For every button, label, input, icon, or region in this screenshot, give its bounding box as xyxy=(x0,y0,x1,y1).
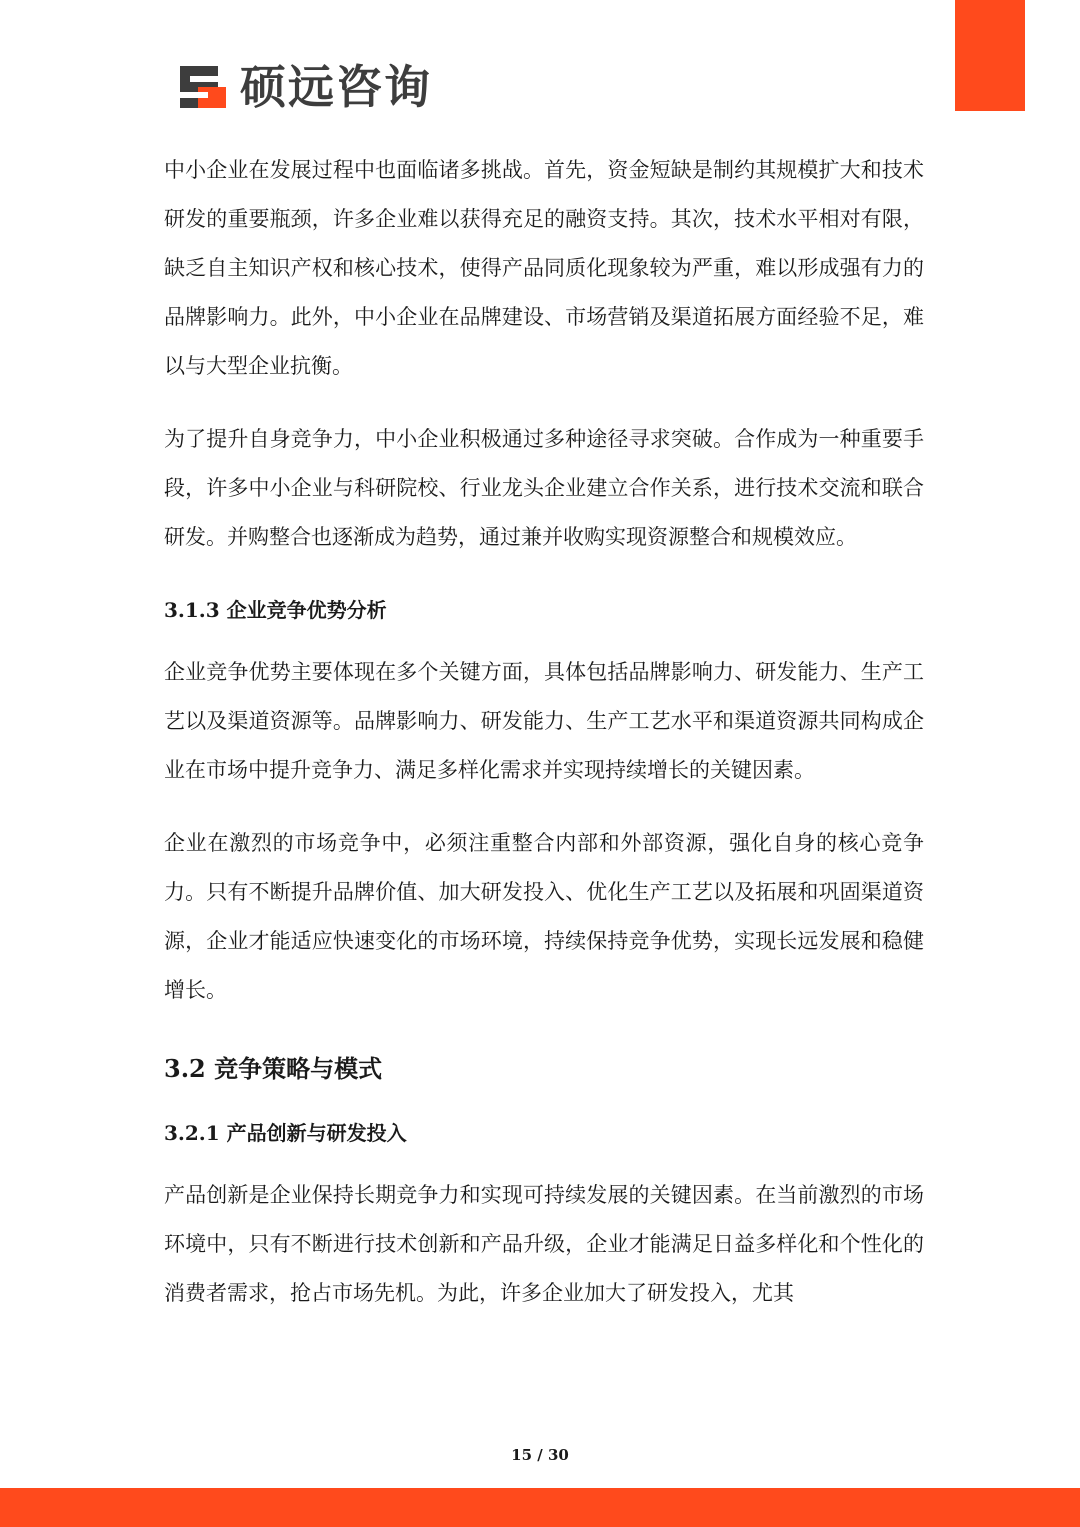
footer-accent-bar xyxy=(0,1488,1080,1527)
paragraph-resources: 企业在激烈的市场竞争中，必须注重整合内部和外部资源，强化自身的核心竞争力。只有不断提升品牌价值、加大研发投入、优化生产工艺以及拓展和巩固渠道资源，企业才能适应快速变化的市场环境，持续保持竞争优势，实现长远发展和稳健增长。 xyxy=(164,831,924,1002)
paragraph-innovation: 产品创新是企业保持长期竞争力和实现可持续发展的关键因素。在当前激烈的市场环境中，只有不断进行技术创新和产品升级，企业才能满足日益多样化和个性化的消费者需求，抢占市场先机。为此，许多企业加大了研发投入，尤其 xyxy=(164,1183,924,1305)
brand-logo xyxy=(176,60,432,114)
heading-3-2: 3.2 竞争策略与模式 xyxy=(164,1054,383,1083)
brand-name: 硕远咨询 xyxy=(240,60,432,114)
paragraph-breakthrough: 为了提升自身竞争力，中小企业积极通过多种途径寻求突破。合作成为一种重要手段，许多中小企业与科研院校、行业龙头企业建立合作关系，进行技术交流和联合研发。并购整合也逐渐成为趋势，通过兼并收购实现资源整合和规模效应。 xyxy=(164,427,924,549)
brand-s-logo-icon xyxy=(176,64,228,110)
page-number: 15 / 30 xyxy=(511,1446,569,1464)
header-accent-block xyxy=(955,0,1025,111)
paragraph-challenges: 中小企业在发展过程中也面临诸多挑战。首先，资金短缺是制约其规模扩大和技术研发的重要瓶颈，许多企业难以获得充足的融资支持。其次，技术水平相对有限，缺乏自主知识产权和核心技术，使得产品同质化现象较为严重，难以形成强有力的品牌影响力。此外，中小企业在品牌建设、市场营销及渠道拓展方面经验不足，难以与大型企业抗衡。 xyxy=(164,158,924,378)
paragraph-advantages: 企业竞争优势主要体现在多个关键方面，具体包括品牌影响力、研发能力、生产工艺以及渠道资源等。品牌影响力、研发能力、生产工艺水平和渠道资源共同构成企业在市场中提升竞争力、满足多样化需求并实现持续增长的关键因素。 xyxy=(164,660,924,782)
document-body xyxy=(164,146,924,1318)
heading-3-1-3: 3.1.3 企业竞争优势分析 xyxy=(164,598,387,622)
heading-3-2-1: 3.2.1 产品创新与研发投入 xyxy=(164,1121,407,1145)
